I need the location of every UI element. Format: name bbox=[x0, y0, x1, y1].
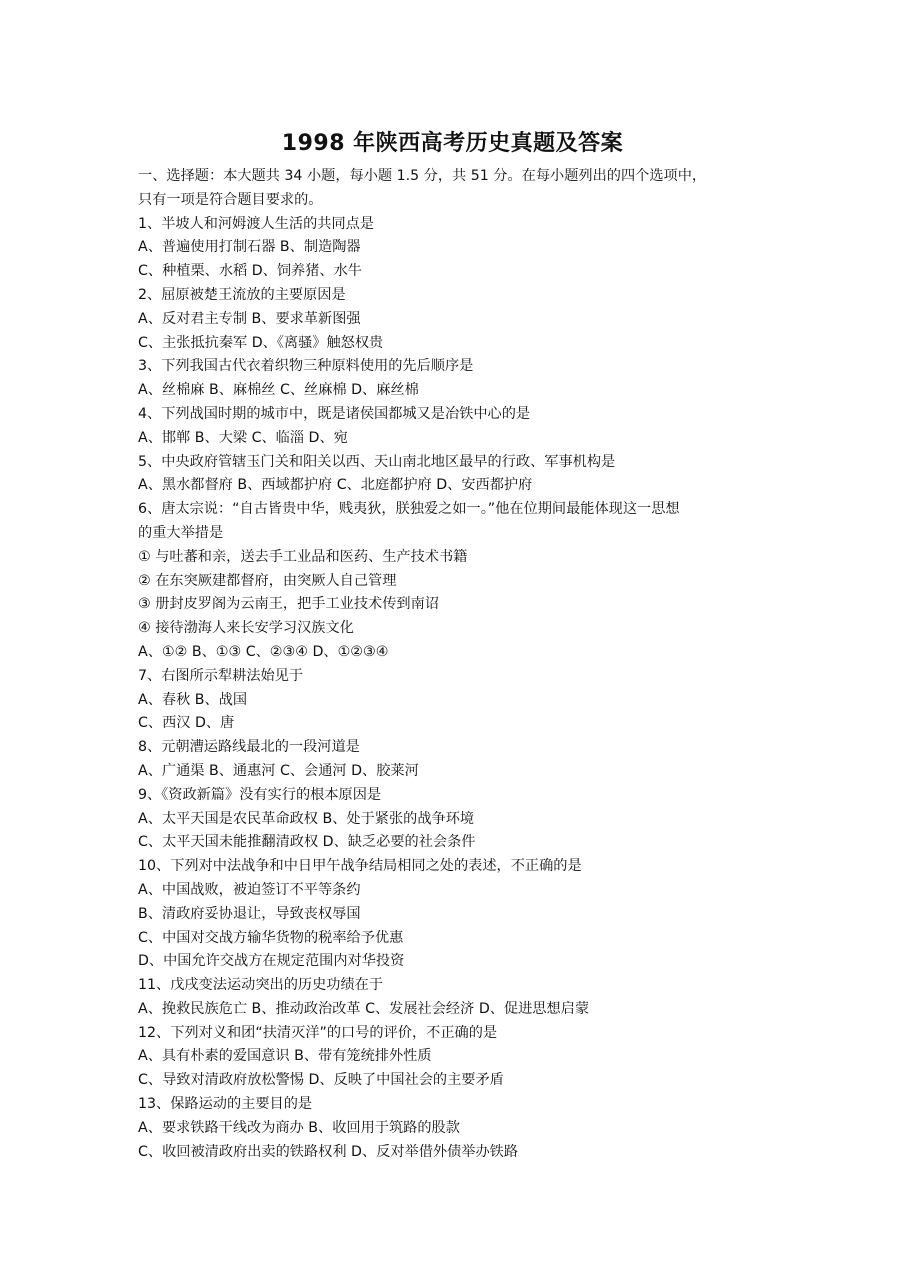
options-line: C、种植栗、水稻 D、饲养猪、水牛 bbox=[138, 263, 362, 280]
options-line: A、邯郸 B、大梁 C、临淄 D、宛 bbox=[138, 429, 348, 446]
question-12: 12、下列对义和团“扶清灭洋”的口号的评价，不正确的是 bbox=[138, 1024, 498, 1041]
options-line: A、丝棉麻 B、麻棉丝 C、丝麻棉 D、麻丝棉 bbox=[138, 382, 419, 399]
question-8: 8、元朝漕运路线最北的一段河道是 bbox=[138, 739, 360, 756]
options-line: C、中国对交战方输华货物的税率给予优惠 bbox=[138, 929, 404, 946]
document-body bbox=[138, 165, 778, 1164]
options-line: A、具有朴素的爱国意识 B、带有笼统排外性质 bbox=[138, 1048, 432, 1065]
question-5: 5、中央政府管辖玉门关和阳关以西、天山南北地区最早的行政、军事机构是 bbox=[138, 453, 616, 470]
statement-line: ② 在东突厥建都督府，由突厥人自己管理 bbox=[138, 572, 397, 589]
statement-line: ③ 册封皮罗阁为云南王，把手工业技术传到南诏 bbox=[138, 596, 439, 613]
options-line: C、西汉 D、唐 bbox=[138, 715, 235, 732]
options-line: A、广通渠 B、通惠河 C、会通河 D、胶莱河 bbox=[138, 762, 419, 779]
question-6-cont: 的重大举措是 bbox=[138, 524, 224, 541]
intro-line: 只有一项是符合题目要求的。 bbox=[138, 191, 323, 208]
question-6: 6、唐太宗说：“自古皆贵中华，贱夷狄，朕独爱之如一。”他在位期间最能体现这一思想 bbox=[138, 501, 680, 518]
options-line: A、太平天国是农民革命政权 B、处于紧张的战争环境 bbox=[138, 810, 475, 827]
statement-line: ① 与吐蕃和亲，送去手工业品和医药、生产技术书籍 bbox=[138, 548, 468, 565]
options-line: C、导致对清政府放松警惕 D、反映了中国社会的主要矛盾 bbox=[138, 1072, 504, 1089]
options-line: A、普遍使用打制石器 B、制造陶器 bbox=[138, 239, 361, 256]
question-13: 13、保路运动的主要目的是 bbox=[138, 1096, 313, 1113]
options-line: C、收回被清政府出卖的铁路权利 D、反对举借外债举办铁路 bbox=[138, 1143, 519, 1160]
page-title: 1998 年陕西高考历史真题及答案 bbox=[281, 131, 624, 156]
question-11: 11、戊戌变法运动突出的历史功绩在于 bbox=[138, 977, 384, 994]
question-7: 7、右图所示犁耕法始见于 bbox=[138, 667, 304, 684]
options-line: A、黑水都督府 B、西域都护府 C、北庭都护府 D、安西都护府 bbox=[138, 477, 533, 494]
question-9: 9、《资政新篇》没有实行的根本原因是 bbox=[138, 786, 382, 803]
options-line: B、清政府妥协退让，导致丧权辱国 bbox=[138, 905, 361, 922]
options-line: A、中国战败，被迫签订不平等条约 bbox=[138, 881, 361, 898]
options-line: C、太平天国未能推翻清政权 D、缺乏必要的社会条件 bbox=[138, 834, 476, 851]
statement-line: ④ 接待渤海人来长安学习汉族文化 bbox=[138, 620, 354, 637]
question-4: 4、下列战国时期的城市中，既是诸侯国都城又是冶铁中心的是 bbox=[138, 405, 531, 422]
options-line: A、①② B、①③ C、②③④ D、①②③④ bbox=[138, 643, 389, 660]
options-line: A、反对君主专制 B、要求革新图强 bbox=[138, 310, 361, 327]
question-3: 3、下列我国古代衣着织物三种原料使用的先后顺序是 bbox=[138, 358, 474, 375]
options-line: C、主张抵抗秦军 D、《离骚》触怒权贵 bbox=[138, 334, 384, 351]
question-1: 1、半坡人和河姆渡人生活的共同点是 bbox=[138, 215, 375, 232]
options-line: A、要求铁路干线改为商办 B、收回用于筑路的股款 bbox=[138, 1119, 460, 1136]
options-line: D、中国允许交战方在规定范围内对华投资 bbox=[138, 953, 405, 970]
intro-line: 一、选择题：本大题共 34 小题，每小题 1.5 分，共 51 分。在每小题列出的四个选项中， bbox=[138, 168, 707, 184]
options-line: A、春秋 B、战国 bbox=[138, 691, 248, 708]
question-10: 10、下列对中法战争和中日甲午战争结局相同之处的表述，不正确的是 bbox=[138, 858, 582, 875]
question-2: 2、屈原被楚王流放的主要原因是 bbox=[138, 286, 346, 303]
options-line: A、挽救民族危亡 B、推动政治改革 C、发展社会经济 D、促进思想启蒙 bbox=[138, 1000, 590, 1017]
